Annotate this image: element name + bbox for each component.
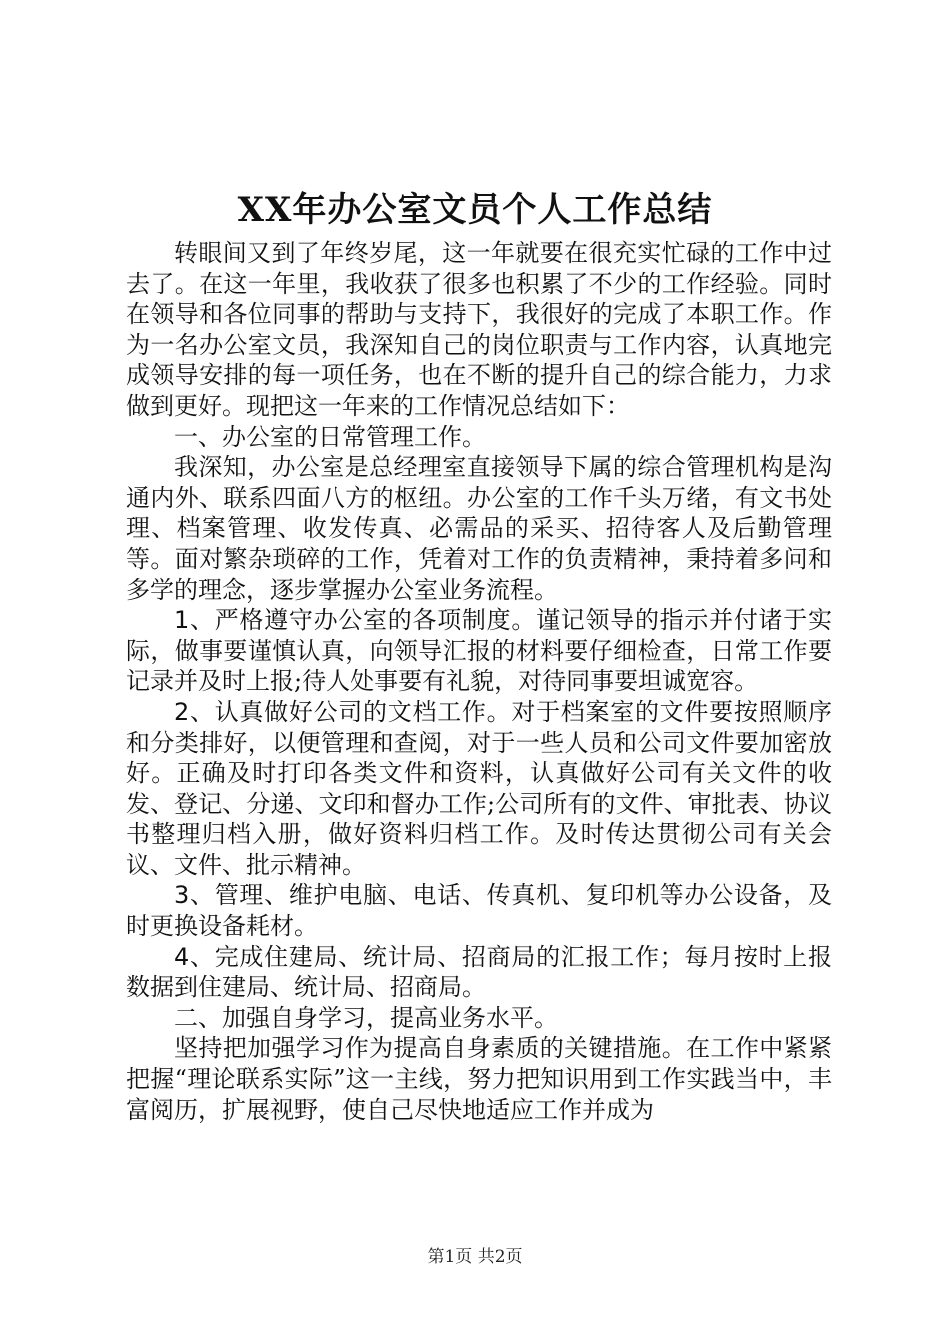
- section-1-paragraph: 我深知，办公室是总经理室直接领导下属的综合管理机构是沟通内外、联系四面八方的枢纽。办公室的工作千头万绪，有文书处理、档案管理、收发传真、必需品的采买、招待客人及后勤管理等。面对繁杂琐碎的工作，凭着对工作的负责精神，秉持着多问和多学的理念，逐步掌握办公室业务流程。: [126, 453, 832, 604]
- item-2-text: 对于档案室的文件要按照顺序和分类排好，以便管理和查阅，对于一些人员和公司文件要加密放好。正确及时打印各类文件和资料，认真做好公司有关文件的收发、登记、分递、文印和督办工作;公司所有的文件、审批表、协议书整理归档入册，做好资料归档工作。及时传达贯彻公司有关会议、文件、批示精神。: [126, 697, 832, 879]
- item-2-paragraph: [126, 697, 832, 881]
- item-1-text: 谨记领导的指示并付诸于实际，做事要谨慎认真，向领导汇报的材料要仔细检查，日常工作要记录并及时上报;待人处事要有礼貌，对待同事要坦诚宽容。: [126, 606, 832, 696]
- item-3-paragraph: 3、管理、维护电脑、电话、传真机、复印机等办公设备，及时更换设备耗材。: [126, 881, 832, 941]
- intro-paragraph: 转眼间又到了年终岁尾，这一年就要在很充实忙碌的工作中过去了。在这一年里，我收获了很多也积累了不少的工作经验。同时在领导和各位同事的帮助与支持下，我很好的完成了本职工作。作为一名办公室文员，我深知自己的岗位职责与工作内容，认真地完成领导安排的每一项任务，也在不断的提升自己的综合能力，力求做到更好。现把这一年来的工作情况总结如下：: [126, 239, 832, 420]
- section-2-heading: 二、加强自身学习，提高业务水平。: [174, 1003, 558, 1032]
- item-2-lead: 2、认真做好公司的文档工作。: [174, 697, 512, 726]
- item-4-paragraph: 4、完成住建局、统计局、招商局的汇报工作；每月按时上报数据到住建局、统计局、招商局。: [126, 942, 832, 1002]
- item-1-paragraph: [126, 605, 832, 697]
- document-title: XX年办公室文员个人工作总结: [237, 190, 713, 230]
- section-2-paragraph: 坚持把加强学习作为提高自身素质的关键措施。在工作中紧紧把握“理论联系实际”这一主线，努力把知识用到工作实践当中，丰富阅历，扩展视野，使自己尽快地适应工作并成为: [126, 1034, 832, 1124]
- document-body: [126, 238, 832, 1125]
- section-1-heading: 一、办公室的日常管理工作。: [174, 422, 486, 451]
- page-footer: 第1页 共2页: [427, 1247, 523, 1267]
- item-1-lead: 1、严格遵守办公室的各项制度。: [174, 606, 537, 635]
